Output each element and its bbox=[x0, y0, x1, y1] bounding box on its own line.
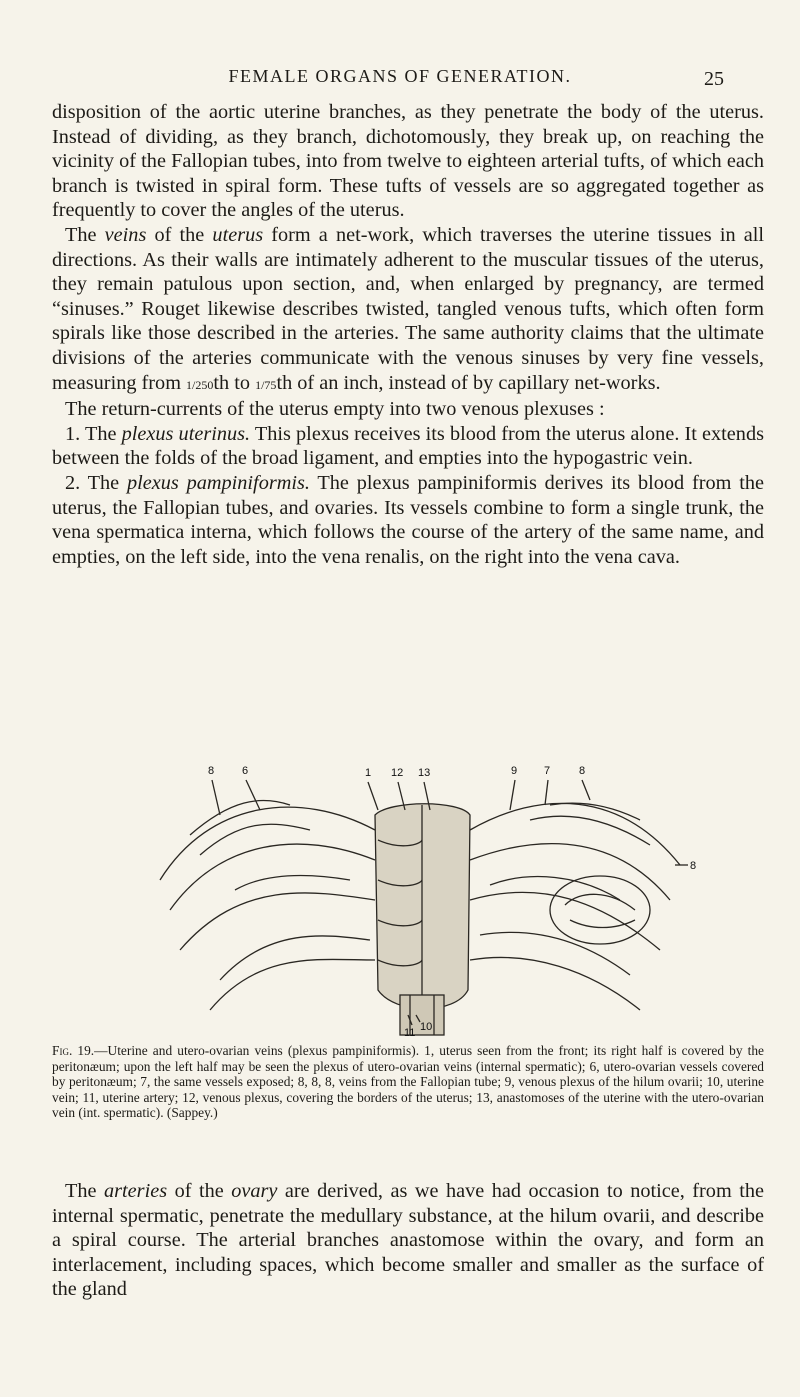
left-fallopian-tube bbox=[160, 807, 375, 880]
right-fallopian-tube bbox=[470, 803, 680, 865]
leader-line bbox=[582, 780, 590, 800]
page-number: 25 bbox=[704, 68, 724, 90]
right-vessel bbox=[490, 877, 620, 900]
text-span: This plexus receives its blood from the uterus alone. It extends between the folds of the broad ligament, and empties into the hypogastric vein. bbox=[52, 422, 764, 470]
caption-body: 19.—Uterine and utero-ovarian veins (plexus pampiniformis). 1, uterus seen from the front; its right half is covered by the peritonæum; upon the left half may be seen the plexus of utero-ovarian veins (internal spermatic); 6, utero-ovarian vessels covered by peritonæum; 7, the same vessels exposed; 8, 8, 8, veins from the Fallopian tube; 9, venous plexus of the hilum ovarii; 10, uterine vein; 11, uterine artery; 12, venous plexus, covering the borders of the uterus; 13, anastomoses of the uterine with the utero-ovarian vein (int. spermatic). (Sappey.) bbox=[52, 1043, 764, 1121]
text-span: 2. The bbox=[65, 471, 127, 494]
right-vessel bbox=[470, 957, 640, 1010]
fraction-1-250: 1/250 bbox=[186, 377, 214, 392]
italic-term-plexus-uterinus: plexus uterinus. bbox=[121, 422, 251, 445]
right-vessel bbox=[530, 816, 650, 845]
figure-drawing bbox=[160, 780, 688, 1035]
text-span: 1. The bbox=[65, 422, 122, 445]
running-title: FEMALE ORGANS OF GENERATION. bbox=[228, 66, 572, 86]
right-vessel bbox=[480, 932, 630, 975]
text-span: th of an inch, instead of by capillary net-works. bbox=[276, 371, 661, 394]
text-span: are derived, as we have had occasion to notice, from the internal spermatic, penetrate the medullary substance, at the hilum ovarii, and describe a spiral course. The arterial branches anastomose within the ovary, and form an interlacement, including spaces, which become smaller and smaller as the surface of the gland bbox=[52, 1180, 764, 1301]
caption-fig-label: Fig. bbox=[52, 1043, 73, 1058]
figure-label: 12 bbox=[391, 767, 404, 779]
figure-label: 1 bbox=[365, 767, 372, 779]
text-span: form a net-work, which traverses the uterine tissues in all directions. As their walls are intimately adherent to the muscular tissues of the uterus, they remain patulous upon section, and, when enlarged by pregnancy, are termed “sinuses.” Rouget likewise describes twisted, tangled venous tufts, which often form spirals like those described in the arteries. The same authority claims that the ultimate divisions of the arteries communicate with the venous sinuses by very fine vessels, measuring from bbox=[52, 223, 764, 394]
figure-label: 13 bbox=[418, 767, 431, 779]
italic-term-veins: veins bbox=[104, 223, 147, 246]
figure-label: 8 bbox=[690, 860, 697, 872]
caption-text bbox=[52, 1043, 764, 1121]
paragraph-ovary-arteries bbox=[52, 1179, 764, 1302]
body-text-lower bbox=[52, 1179, 764, 1302]
paragraph-uterine-veins bbox=[52, 223, 764, 397]
figure-label: 8 bbox=[579, 765, 586, 777]
page-header bbox=[0, 62, 800, 92]
text-span: The bbox=[65, 223, 105, 246]
text-span: of the bbox=[146, 223, 213, 246]
figure-label: 10 bbox=[420, 1021, 433, 1033]
italic-term-plexus-pampiniformis: plexus pampiniformis. bbox=[126, 471, 310, 494]
fraction-1-75: 1/75 bbox=[255, 377, 277, 392]
paragraph-aortic-branches: disposition of the aortic uterine branches, as they penetrate the body of the uterus. Instead of dividing, as they branch, dichotomously, they break up, on reaching the vicinity of the Fallopian tubes, into from twelve to eighteen arterial tufts, of which each branch is twisted in spiral form. These tufts of vessels are so aggregated together as frequently to cover the angles of the uterus. bbox=[52, 101, 764, 222]
text-span: of the bbox=[167, 1180, 232, 1202]
figure-caption bbox=[52, 1043, 764, 1121]
left-vessel bbox=[200, 824, 310, 855]
left-vessel bbox=[235, 876, 350, 890]
leader-line bbox=[212, 780, 220, 815]
anatomical-figure bbox=[150, 760, 700, 1038]
figure-label: 6 bbox=[242, 765, 249, 777]
left-vessel bbox=[180, 893, 375, 950]
leader-line bbox=[545, 780, 548, 805]
figure-label: 9 bbox=[511, 765, 518, 777]
italic-term-uterus: uterus bbox=[212, 223, 264, 246]
figure-label: 11 bbox=[404, 1027, 416, 1038]
italic-term-ovary: ovary bbox=[231, 1180, 278, 1202]
leader-line bbox=[246, 780, 260, 810]
leader-line bbox=[510, 780, 515, 810]
paragraph-plexus-pampiniformis bbox=[52, 471, 764, 569]
paragraph-plexus-uterinus bbox=[52, 422, 764, 471]
body-text bbox=[52, 100, 764, 569]
uterus-vein-illustration bbox=[150, 760, 700, 1038]
italic-term-arteries: arteries bbox=[104, 1180, 168, 1202]
text-span: The plexus pampiniformis derives its blood from the uterus, the Fallopian tubes, and ovaries. Its vessels combine to form a single trunk, the vena spermatica interna, which follows the course of the artery of the same name, and empties, on the left side, into the vena renalis, on the right into the vena cava. bbox=[52, 471, 764, 568]
text-span: The bbox=[65, 1180, 105, 1202]
left-vessel bbox=[210, 959, 375, 1010]
paragraph-return-currents: The return-currents of the uterus empty into two venous plexuses : bbox=[65, 398, 605, 421]
figure-label: 8 bbox=[208, 765, 215, 777]
leader-line bbox=[368, 782, 378, 810]
right-vessel bbox=[550, 803, 640, 820]
text-span: th to bbox=[213, 371, 256, 394]
figure-label: 7 bbox=[544, 765, 551, 777]
right-vessel bbox=[470, 844, 670, 900]
left-vessel bbox=[220, 936, 370, 980]
